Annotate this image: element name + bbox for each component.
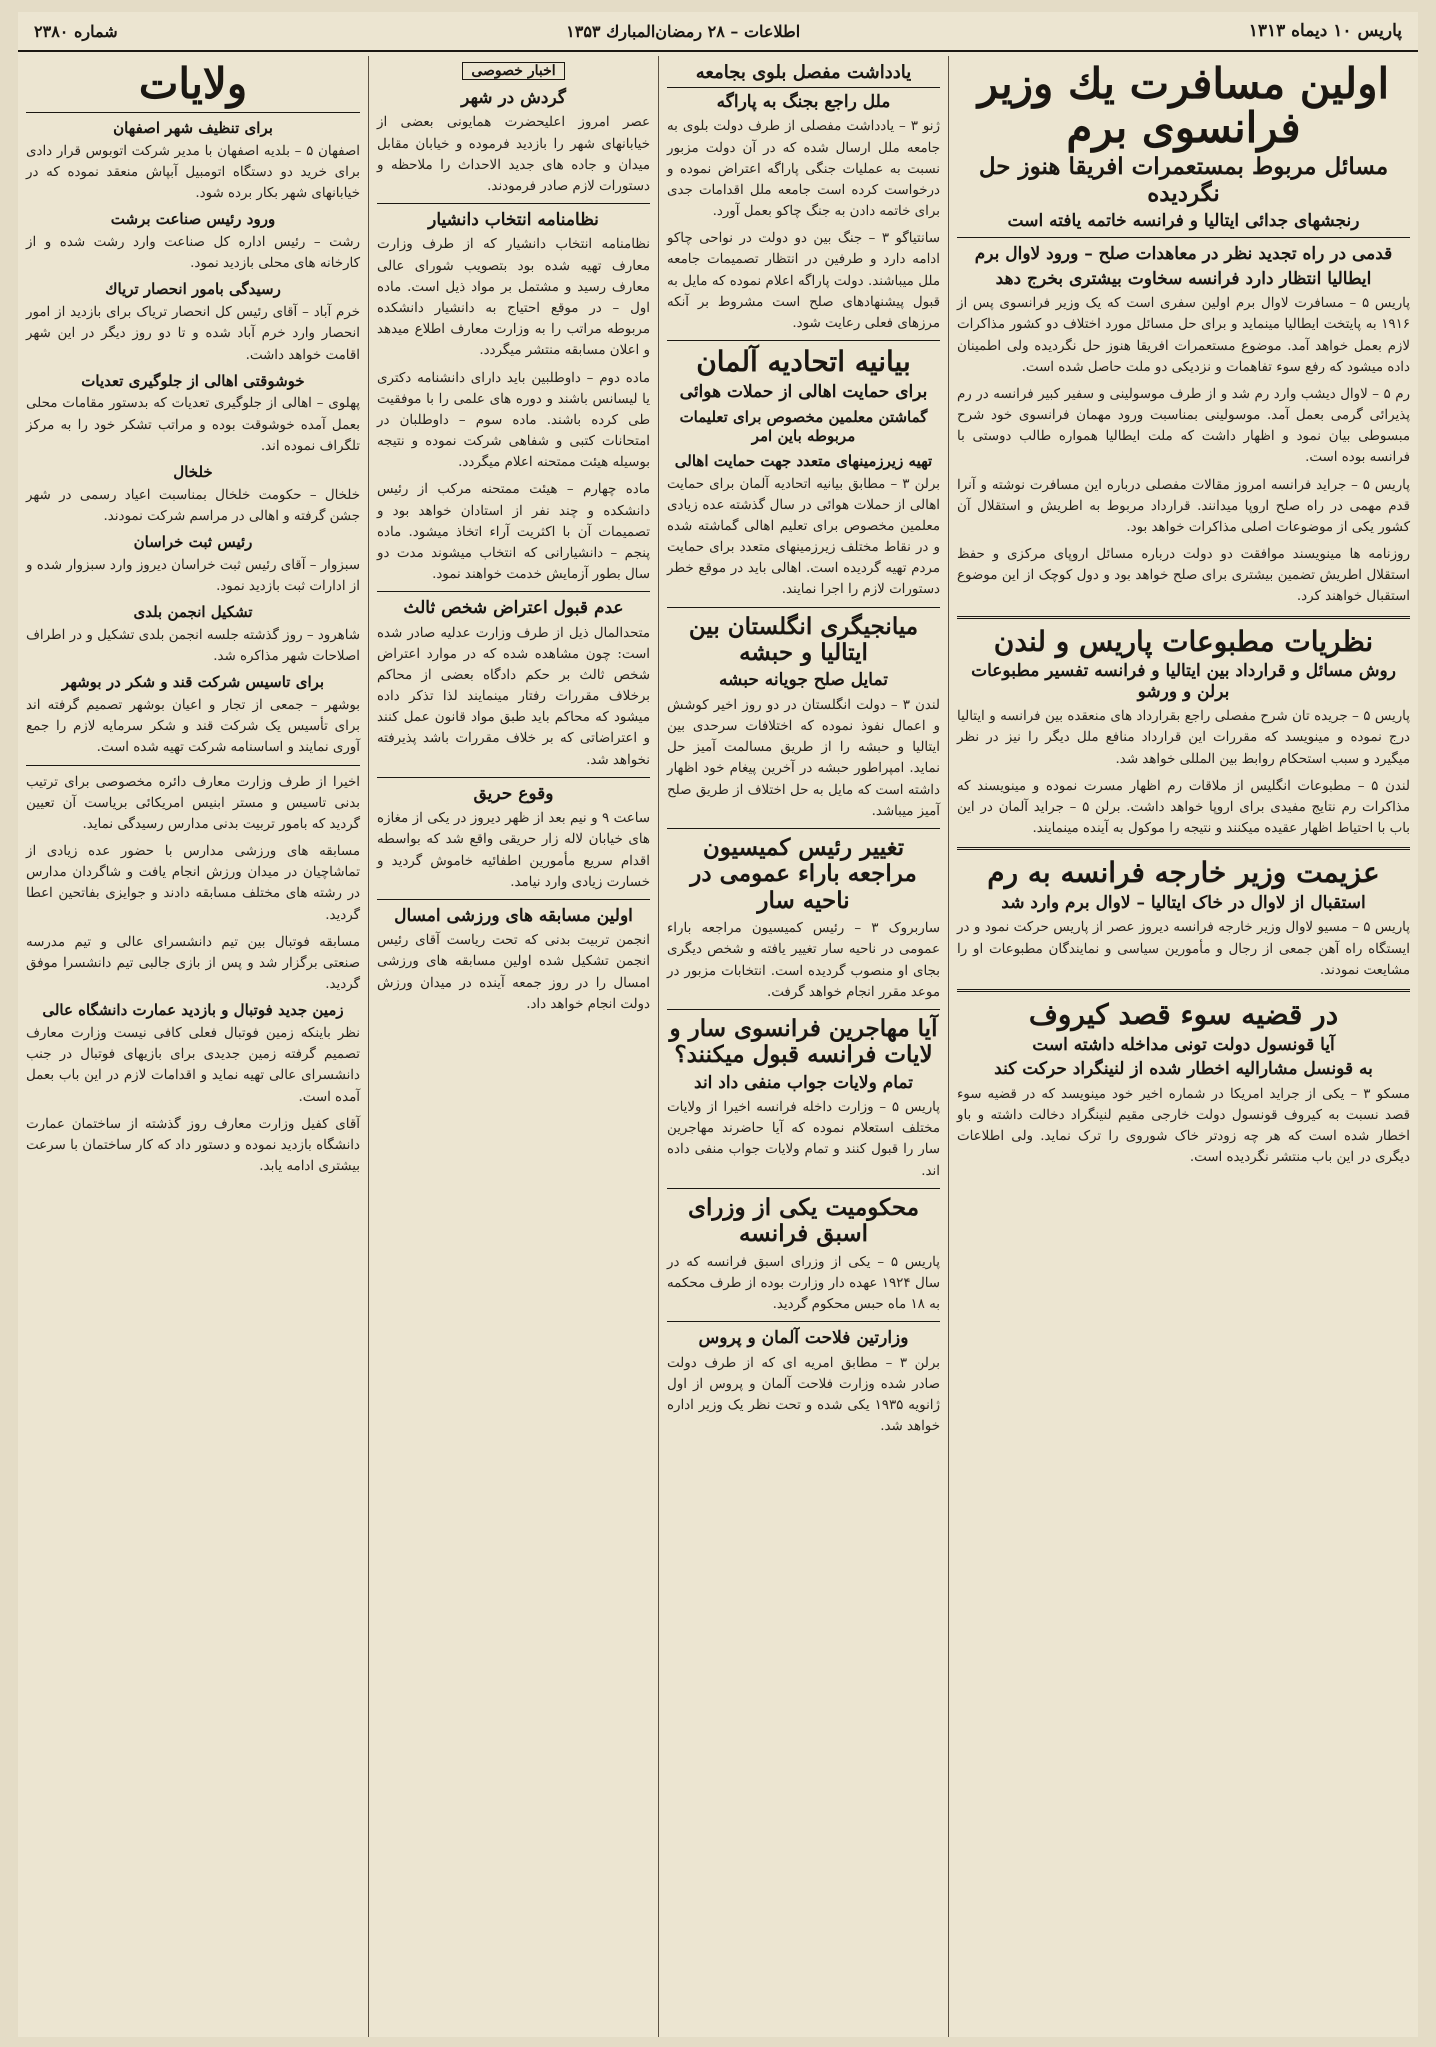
article-headline: بیانیه اتحادیه آلمان (696, 345, 911, 379)
article-headline: ورود رئیس صناعت برشت (110, 210, 276, 229)
divider (667, 828, 940, 829)
article-headline: وقوع حریق (473, 783, 554, 804)
article-paragraph: نظامنامه انتخاب دانشیار که از طرف وزارت معارف تهیه شده بود بتصویب شورای عالی معارف رسید و مشتمل بر مواد ذیل است. ماده اول – در موقع احتیاج به دانشیار دانشکده مربوطه مراتب را به وزارت معارف اطلاع میدهد و اعلان مسابقه منتشر میگردد. (377, 237, 650, 359)
article-headline: رئیس ثبت خراسان (133, 533, 253, 552)
article-paragraph: ساعت ۹ و نیم بعد از ظهر دیروز در یکی از مغازه های خیابان لاله زار حریقی واقع شد که بواسطه اقدام سریع مأمورین اطفائیه خاموش گردید و خسارت زیادی وارد نیامد. (377, 811, 651, 890)
article-paragraph: مسابقه های ورزشی مدارس با حضور عده زیادی از تماشاچیان در میدان ورزش انجام یافت و شاگردان مدارس در رشته های مختلف مسابقه دادند و جوایزی بفاتحین اعطا گردید. (26, 844, 360, 923)
article-paragraph: پاریس ۵ – جریده تان شرح مفصلی راجع بقرارداد های منعقده بین فرانسه و ایتالیا درج نموده و مینویسد که مقررات این قرارداد منافع ملل دیگر را نیز در نظر میگیرد و سبب استحکام روابط بین المللی خواهد شد. (957, 709, 1410, 767)
article-paragraph: پهلوی – اهالی از جلوگیری تعدیات که بدستور مقامات محلی بعمل آمده خوشوقت بوده و مراتب تشکر خود را به مرکز تلگراف نموده اند. (26, 396, 360, 454)
article-headline: تغییر رئیس کمیسیون مراجعه باراء عمومی در ناحیه سار (690, 833, 917, 914)
article-headline: وزارتین فلاحت آلمان و پروس (698, 1328, 909, 1349)
minister-subheadline: استقبال از لاوال در خاک ایتالیا – لاوال برم وارد شد (1001, 893, 1366, 914)
article-paragraph: رم ۵ – لاوال دیشب وارد رم شد و از طرف موسولینی و سفیر کبیر فرانسه در رم پذیرائی گرمی بعمل آمد. موسولینی بمناسبت ورود مهمان فرانسوی خود شرح مبسوطی بیان نمود و اظهار داشت که ملت ایطالیا همواره طالب دوستی با فرانسه بوده است. (957, 386, 1411, 466)
masthead-title: اطلاعات – ۲۸ رمضان‌المبارك ۱۳۵۳ (566, 21, 801, 41)
divider (667, 1188, 940, 1189)
article-paragraph: خلخال – حکومت خلخال بمناسبت اعیاد رسمی در شهر جشن گرفته و اهالی در مراسم شرکت نمودند. (26, 487, 360, 524)
article-paragraph: پاریس ۵ – مسیو لاوال وزیر خارجه فرانسه دیروز عصر از پاریس حرکت نمود و در ایستگاه راه آهن جمعی از رجال و مأمورین سیاسی و نمایندگان مطبوعات او را مشایعت نمودند. (957, 920, 1410, 978)
column-provinces (18, 56, 368, 2037)
kirov-subheadline-2: به قونسل مشارالیه اخطار شده از لنینگراد حرکت کند (994, 1059, 1373, 1080)
article-headline: برای تاسیس شرکت قند و شکر در بوشهر (61, 673, 325, 692)
article-paragraph: نظر باینکه زمین فوتبال فعلی کافی نیست وزارت معارف تصمیم گرفته زمین جدیدی برای بازیهای فوتبال در جنب دانشسرای عالی تهیه نماید و اقدامات لازم در این باب بعمل آمده است. (26, 1026, 360, 1105)
masthead (18, 12, 1418, 52)
article-headline: محکومیت یکی از وزرای اسبق فرانسه (687, 1193, 920, 1248)
article-headline: نظامنامه انتخاب دانشیار (428, 210, 599, 231)
article-subheadline: گماشتن معلمین مخصوص برای تعلیمات مربوطه باین امر (679, 408, 928, 446)
article-headline: خوشوقتی اهالی از جلوگیری تعدیات (81, 371, 305, 390)
article-paragraph: برلن ۳ – مطابق امریه ای که از طرف دولت صادر شده وزارت فلاحت آلمان و پروس از اول ژانویه ۱۹۳۵ یکی شده و تحت نظر یک وزیر اداره خواهد شد. (667, 1355, 940, 1435)
article-headline: برای تنظیف شهر اصفهان (113, 119, 273, 138)
masthead-issue-number: شماره ۲۳۸۰ (34, 21, 118, 41)
article-paragraph: آقای کفیل وزارت معارف روز گذشته از ساختمان عمارت دانشگاه بازدید نموده و دستور داد که کار ساختمان با سرعت بیشتری ادامه یابد. (26, 1116, 360, 1175)
article-paragraph: پاریس ۵ – وزارت داخله فرانسه اخیرا از ولایات مختلف استعلام نموده که آیا حاضرند مهاجرین سار را قبول کنند و تمام ولایات جواب منفی داده اند. (667, 1100, 940, 1179)
divider (377, 203, 650, 204)
article-paragraph: بوشهر – جمعی از تجار و اعیان بوشهر تصمیم گرفته اند برای تأسیس یک شرکت قند و شکر سرمایه لازم را جمع آوری نمایند و اساسنامه شرکت تهیه شده است. (26, 698, 360, 756)
article-subheadline: تهیه زیرزمینهای متعدد جهت حمایت اهالی (674, 451, 933, 470)
article-paragraph: لندن ۵ – مطبوعات انگلیس از ملاقات رم اظهار مسرت نموده و مینویسند که مذاکرات رم نتایج مفیدی برای اروپا خواهد داشت. برلن ۵ – جراید آلمان در این باب با احتیاط اظهار عقیده میکنند و نتیجه را موکول به آینده مینمایند. (957, 778, 1410, 837)
columns (18, 56, 1418, 2037)
main-subheadline-3: قدمی در راه تجدید نظر در معاهدات صلح – ورود لاوال برم (974, 244, 1393, 265)
divider (957, 237, 1410, 238)
article-paragraph: سانتیاگو ۳ – جنگ بین دو دولت در نواحی چاکو ادامه دارد و طرفین در انتظار تصمیمات جامعه ملل میباشند. دولت پاراگه اعلام نموده که مایل به قبول پیشنهادهای صلح است مشروط بر آنکه مرزهای فعلی رعایت شود. (667, 231, 940, 331)
article-paragraph: متحدالمال ذیل از طرف وزارت عدلیه صادر شده است: چون مشاهده شده که در موارد اعتراض شخص ثالث بر حکم دادگاه بعضی از محاکم برخلاف مقررات رفتار مینمایند لذا تذکر داده میشود که محاکم باید طبق مواد قانون عمل کنند و اعتراضاتی که بر خلاف مقررات باشد پذیرفته نخواهد شد. (377, 625, 650, 768)
column-foreign-briefs (658, 56, 948, 2037)
article-headline: خلخال (173, 462, 213, 481)
minister-headline: عزیمت وزیر خارجه فرانسه به رم (987, 856, 1380, 890)
divider (667, 1009, 940, 1010)
article-paragraph: اصفهان ۵ – بلدیه اصفهان با مدیر شرکت اتوبوس قرار دادی برای خرید دو دستگاه اتومبیل آبپاش منعقد نموده که در خیابانهای شهر بکار برده شود. (26, 143, 361, 202)
divider (377, 899, 650, 900)
column-box-title: یادداشت مفصل بلوی بجامعه (667, 60, 940, 88)
article-paragraph: ژنو ۳ – یادداشت مفصلی از طرف دولت بلوی به جامعه ملل ارسال شده که در آن دولت مزبور نسبت به عملیات جنگی پاراگه اعتراض نموده و درخواست کرده است جامعه ملل اقدامات جدی برای خاتمه دادن به جنگ چاکو بعمل آورد. (667, 119, 940, 220)
article-paragraph: ماده چهارم – هیئت ممتحنه مرکب از رئیس دانشکده و چند نفر از استادان خواهد بود و تصمیمات آن با اکثریت آراء اتخاذ میشود. ماده پنجم – دانشیارانی که انتخاب میشوند مدت دو سال بطور آزمایش خدمت خواهند نمود. (377, 482, 650, 583)
article-paragraph: پاریس ۵ – مسافرت لاوال برم اولین سفری است که یک وزیر فرانسوی پس از ۱۹۱۶ به پایتخت ایطالیا مینماید و برای حل مسائل مورد اختلاف دو کشور مذاکرات لازم بعمل خواهد آمد. موضوع مستعمرات افریقا هنوز حل نگردیده ولی اطمینان داده میشود که رفع سوء تفاهمات و نزدیکی دو ملت حاصل شده است. (957, 296, 1410, 375)
article-paragraph: رشت – رئیس اداره کل صناعت وارد رشت شده و از کارخانه های محلی بازدید نمود. (26, 235, 360, 272)
masthead-date: پاریس ۱۰ دیماه ۱۳۱۳ (1248, 21, 1402, 41)
article-paragraph: پاریس ۵ – یکی از وزرای اسبق فرانسه که در سال ۱۹۲۴ عهده دار وزارت بوده از طرف محکمه به ۱۸ ماه حبس محکوم گردید. (667, 1254, 940, 1313)
article-headline: آیا مهاجرین فرانسوی سار و لایات فرانسه قبول میکنند؟ (669, 1014, 938, 1069)
kirov-subheadline: آیا قونسول دولت تونی مداخله داشته است (1032, 1034, 1335, 1055)
article-subheadline: تمایل صلح جویانه حبشه (718, 670, 889, 691)
article-headline: میانجیگری انگلستان بین ایتالیا و حبشه (688, 612, 919, 667)
article-paragraph: ماده دوم – داوطلبین باید دارای دانشنامه دکتری یا لیسانس باشند و دوره های علمی را با موفقیت طی کرده باشند. ماده سوم – داوطلبان در امتحانات کتبی و شفاهی شرکت نموده و نتیجه بوسیله هیئت ممتحنه اعلام میگردد. (377, 370, 650, 471)
article-paragraph: سبزوار – آقای رئیس ثبت خراسان دیروز وارد سبزوار شده و از ادارات ثبت بازدید نمود. (26, 557, 360, 594)
article-paragraph: مسکو ۳ – یکی از جراید امریکا در شماره اخیر خود مینویسد که در قضیه سوء قصد نسبت به کیروف قونسول دولت خارجی مقیم لنینگراد دخالت داشته و باو اخطار شده است که هر چه زودتر خاک شوروی را ترک نماید. ولی اطلاعات دیگری در این باب منتشر نگردیده است. (957, 1086, 1410, 1166)
article-paragraph: روزنامه ها مینویسند موافقت دو دولت درباره مسائل اروپای مرکزی و حفظ استقلال اطریش تضمین بیشتری برای صلح خواهد بود و دول کوچک از این موضوع استقبال خواهند کرد. (957, 547, 1410, 605)
article-headline: ملل راجع بجنگ به پاراگه (716, 92, 891, 112)
article-paragraph: شاهرود – روز گذشته جلسه انجمن بلدی تشکیل و در اطراف اصلاحات شهر مذاکره شد. (26, 627, 360, 665)
provinces-section-title: ولایات (138, 59, 248, 108)
main-subheadline-2: رنجشهای جدائی ایتالیا و فرانسه خاتمه یافته است (1007, 211, 1360, 232)
divider (377, 591, 650, 592)
main-subheadline-4: ایطالیا انتظار دارد فرانسه سخاوت بیشتری بخرج دهد (995, 268, 1372, 289)
article-paragraph: ساربروک ۳ – رئیس کمیسیون مراجعه باراء عمومی در ناحیه سار تغییر یافته و شخص دیگری بجای او منصوب گردیده است. انتخابات مزبور در موعد مقرر انجام خواهد گرفت. (667, 921, 940, 1000)
article-paragraph: برلن ۳ – مطابق بیانیه اتحادیه آلمان برای حمایت اهالی از حملات هوائی در سال گذشته عده زیادی معلمین مخصوص برای تعلیم اهالی گماشته شده و در نقاط مختلف زیرزمینهای متعدد برای حمایت مردم تهیه گردیده است. اهالی باید در موقع خطر دستورات لازم را اجرا نمایند. (667, 476, 940, 598)
article-headline: گردش در شهر (461, 88, 566, 108)
divider (957, 847, 1410, 850)
press-headline: نظریات مطبوعات پاریس و لندن (993, 624, 1374, 658)
article-headline: تشکیل انجمن بلدی (133, 603, 253, 622)
column-main-news (948, 56, 1418, 2037)
article-paragraph: عصر امروز اعلیحضرت همایونی بعضی از خیابانهای شهر را بازدید فرموده و خیابان مقابل میدان و جاده های جدید الاحداث را ملاحظه و دستورات لازم صادر فرمودند. (377, 115, 650, 194)
article-paragraph: انجمن تربیت بدنی که تحت ریاست آقای رئیس انجمن تشکیل شده اولین مسابقه های ورزشی امسال را در روز جمعه آینده در میدان ورزش دولت انجام خواهد داد. (377, 933, 650, 1012)
article-subheadline: برای حمایت اهالی از حملات هوائی (679, 381, 928, 402)
divider (957, 616, 1410, 619)
column-local-news (368, 56, 658, 2037)
article-headline: عدم قبول اعتراض شخص ثالث (403, 598, 624, 619)
main-headline: اولین مسافرت یك وزیر فرانسوی برم (977, 59, 1390, 153)
article-headline: رسیدگی بامور انحصار تریاك (105, 280, 281, 299)
article-paragraph: مسابقه فوتبال بین تیم دانشسرای عالی و تیم مدرسه صنعتی برگزار شد و پس از بازی جالبی تیم دانشسرا موفق گردید. (26, 934, 360, 993)
article-paragraph: خرم آباد – آقای رئیس کل انحصار تریاک برای بازدید از امور انحصار وارد خرم آباد شده و تا دو روز دیگر در این شهر اقامت خواهد داشت. (26, 305, 360, 363)
article-headline: زمین جدید فوتبال و بازدید عمارت دانشگاه عالی (42, 1001, 344, 1020)
kirov-headline: در قضیه سوء قصد کیروف (1028, 997, 1339, 1031)
divider (667, 607, 940, 608)
column-box-title: اخبار خصوصی (462, 62, 564, 80)
main-subheadline: مسائل مربوط بمستعمرات افریقا هنوز حل نگردیده (978, 153, 1389, 207)
article-paragraph: پاریس ۵ – جراید فرانسه امروز مقالات مفصلی درباره این مسافرت نوشته و آنرا قدم مهمی در راه صلح اروپا میدانند. قرارداد مربوط به اطریش و استقلال آن کشور یکی از موضوعات اصلی مذاکرات خواهد بود. (957, 477, 1410, 535)
divider (667, 340, 940, 341)
press-subheadline: روش مسائل و قرارداد بین ایتالیا و فرانسه تفسیر مطبوعات برلن و ورشو (971, 661, 1396, 702)
newspaper-page (18, 12, 1418, 2037)
divider (377, 777, 650, 778)
article-paragraph: لندن ۳ – دولت انگلستان در دو روز اخیر کوشش و اعمال نفوذ نموده که اختلافات سرحدی بین ایتالیا و حبشه را از طریق مسالمت آمیز حل نماید. امپراطور حبشه در آخرین پیغام خود اظهار داشته است که مایل به حل اختلاف از طریق صلح آمیز میباشد. (667, 697, 940, 819)
article-paragraph: اخیرا از طرف وزارت معارف دائره مخصوصی برای ترتیب بدنی تاسیس و مستر ابنیس امریکائی بریاست آن تعیین گردید که بامور تربیت بدنی مدارس رسیدگی نماید. (26, 774, 360, 832)
article-headline: اولین مسابقه های ورزشی امسال (394, 905, 633, 926)
divider (26, 112, 360, 113)
article-subheadline: تمام ولایات جواب منفی داد اند (694, 1072, 913, 1093)
divider (667, 1321, 940, 1322)
divider (957, 989, 1410, 992)
divider (26, 765, 360, 766)
